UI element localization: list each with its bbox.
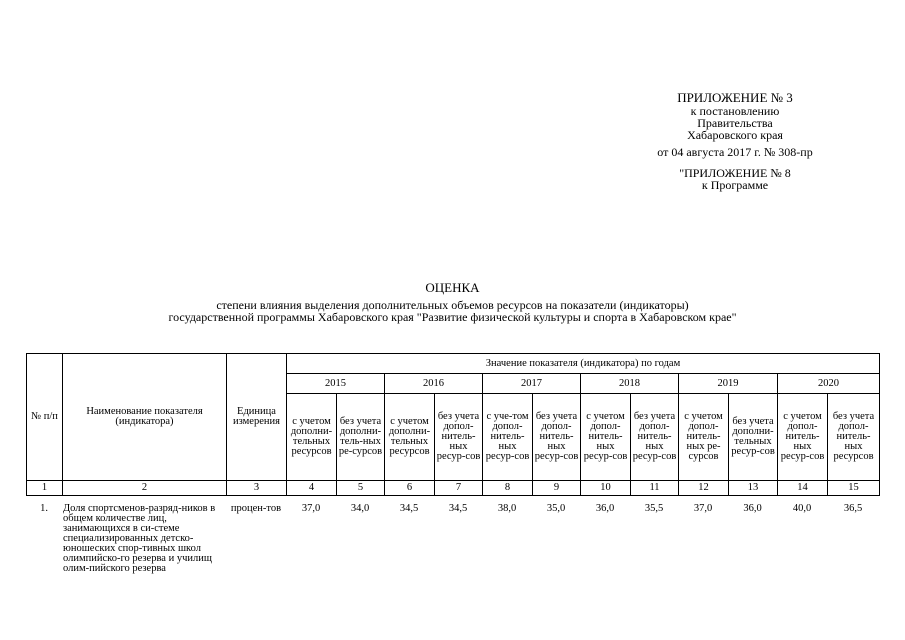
document-subtitle — [0, 299, 905, 323]
header-value-group: Значение показателя (индикатора) по годам — [287, 354, 880, 374]
column-numbers-row — [27, 481, 880, 496]
row-index: 1. — [40, 503, 48, 514]
appendix-line-2: Правительства — [697, 116, 773, 130]
indicator-table-body — [26, 504, 879, 574]
year-header: 2016 — [385, 374, 483, 394]
subheader-cell: с уче-том допол-нитель-ных ресур-сов — [483, 394, 533, 481]
appendix-block — [620, 91, 850, 191]
document-subtitle-line-1: степени влияния выделения дополнительных объемов ресурсов на показатели (индикаторы) — [216, 298, 689, 312]
column-number: 1 — [27, 481, 63, 496]
column-number: 15 — [828, 481, 880, 496]
appendix-line-3: Хабаровского края — [687, 128, 783, 142]
table-row — [26, 504, 879, 574]
row-value: 40,0 — [792, 503, 812, 514]
row-value: 36,0 — [595, 503, 615, 514]
row-unit: процен-тов — [230, 503, 282, 514]
column-number: 2 — [63, 481, 227, 496]
column-number: 11 — [631, 481, 679, 496]
year-header: 2019 — [679, 374, 778, 394]
subheader-cell: без учета дополни-тельных ресур-сов — [729, 394, 778, 481]
appendix-8-title: "ПРИЛОЖЕНИЕ № 8 — [679, 166, 791, 180]
row-value: 38,0 — [497, 503, 517, 514]
subheader-cell: без учета допол-нитель-ных ресур-сов — [435, 394, 483, 481]
header-col-no: № п/п — [27, 354, 63, 481]
row-name: Доля спортсменов-разряд-ников в общем количестве лиц, занимающихся в си-стеме специализированных детско-юношеских спор-тивных школ олимпийско-го резерва и училищ олим-пийского резерва — [63, 503, 216, 574]
document-title: ОЦЕНКА — [425, 280, 480, 295]
row-value: 37,0 — [693, 503, 713, 514]
indicator-table-header — [26, 353, 880, 496]
year-header: 2017 — [483, 374, 581, 394]
subheader-cell: с учетом допол-нитель-ных ресур-сов — [581, 394, 631, 481]
subheader-cell: без учета допол-нитель-ных ресурсов — [828, 394, 880, 481]
appendix-date: от 04 августа 2017 г. № 308-пр — [657, 145, 813, 159]
column-number: 8 — [483, 481, 533, 496]
row-value: 36,5 — [843, 503, 863, 514]
subheader-cell: без учета допол-нитель-ных ресур-сов — [533, 394, 581, 481]
column-number: 13 — [729, 481, 778, 496]
header-col-unit: Единица измерения — [227, 354, 287, 481]
row-value: 35,5 — [644, 503, 664, 514]
document-subtitle-line-2: государственной программы Хабаровского края "Развитие физической культуры и спорта в Хабаровском крае" — [168, 310, 737, 324]
row-value: 37,0 — [301, 503, 321, 514]
column-number: 6 — [385, 481, 435, 496]
column-number: 4 — [287, 481, 337, 496]
appendix-8-program: к Программе — [701, 178, 769, 192]
year-header: 2015 — [287, 374, 385, 394]
column-number: 9 — [533, 481, 581, 496]
column-number: 10 — [581, 481, 631, 496]
row-value: 35,0 — [546, 503, 566, 514]
row-value: 36,0 — [743, 503, 762, 514]
header-col-name: Наименование показателя (индикатора) — [63, 354, 227, 481]
year-header: 2018 — [581, 374, 679, 394]
subheader-cell: без учета дополни-тель-ных ре-сурсов — [337, 394, 385, 481]
column-number: 14 — [778, 481, 828, 496]
row-value: 34,5 — [448, 503, 468, 514]
column-number: 5 — [337, 481, 385, 496]
row-value: 34,5 — [399, 503, 419, 514]
subheader-cell: с учетом допол-нитель-ных ре-сурсов — [679, 394, 729, 481]
subheader-cell: с учетом допол-нитель-ных ресур-сов — [778, 394, 828, 481]
subheader-cell: без учета допол-нитель-ных ресур-сов — [631, 394, 679, 481]
table-body — [26, 504, 879, 574]
column-number: 3 — [227, 481, 287, 496]
column-number: 12 — [679, 481, 729, 496]
appendix-title: ПРИЛОЖЕНИЕ № 3 — [677, 90, 793, 105]
appendix-line-1: к постановлению — [690, 104, 780, 118]
subheader-cell: с учетом дополни-тельных ресурсов — [287, 394, 337, 481]
column-number: 7 — [435, 481, 483, 496]
row-value: 34,0 — [350, 503, 370, 514]
year-header: 2020 — [778, 374, 880, 394]
subheader-cell: с учетом дополни-тельных ресурсов — [385, 394, 435, 481]
